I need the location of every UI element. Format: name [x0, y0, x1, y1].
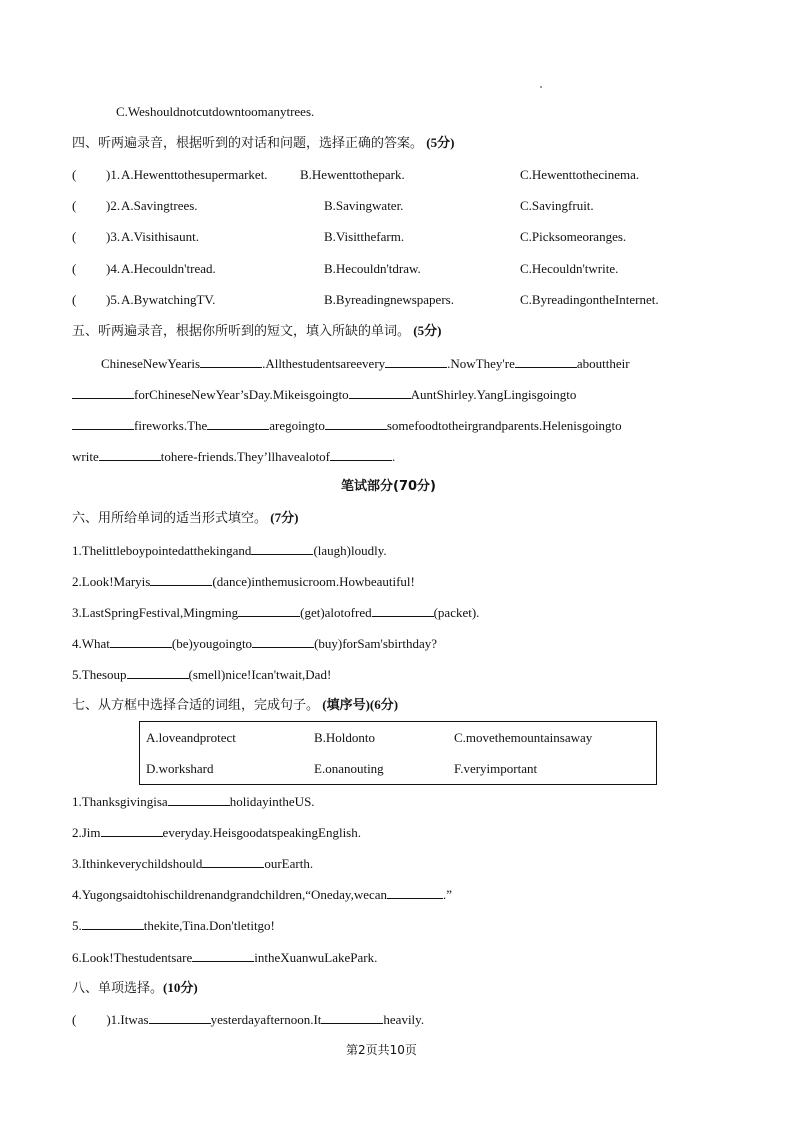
word-bank-option: C.movethemountainsaway: [454, 730, 593, 745]
passage-line-3: fireworks.The aregoingto somefoodtotheirgrandparents.Helenisgoingto: [72, 417, 622, 434]
section-6-item-2: 2.Look!Maryis (dance)inthemusicroom.Howbeautiful!: [72, 574, 415, 589]
fill-blank[interactable]: [99, 448, 161, 461]
option-b: B.Byreadingnewspapers.: [324, 292, 454, 307]
fill-blank[interactable]: [101, 824, 163, 837]
passage-line-2: forChineseNewYear’sDay.Mikeisgoingto AuntShirley.YangLingisgoingto: [72, 386, 576, 403]
option-c: C.ByreadingontheInternet.: [520, 292, 659, 307]
written-part-title: 笔试部分(70分): [341, 479, 436, 494]
option-b: B.Hecouldn'tdraw.: [324, 261, 421, 276]
answer-paren: (: [72, 167, 77, 182]
answer-paren: (: [72, 198, 77, 213]
fill-blank[interactable]: [385, 355, 447, 368]
fill-blank[interactable]: [251, 542, 313, 555]
fill-blank[interactable]: [150, 573, 212, 586]
fill-blank[interactable]: [127, 666, 189, 679]
fill-blank[interactable]: [387, 886, 443, 899]
word-bank-option: B.Holdonto: [314, 730, 376, 745]
fill-blank[interactable]: [168, 793, 230, 806]
stray-dot: [540, 86, 542, 88]
section-7-item-4: 4.Yugongsaidtohischildrenandgrandchildren,“Oneday,wecan .”: [72, 887, 453, 902]
fill-blank[interactable]: [200, 355, 262, 368]
section-6-item-3: 3.LastSpringFestival,Mingming (get)alotofred (packet).: [72, 605, 480, 620]
section-4-heading: 四、听两遍录音，根据听到的对话和问题，选择正确的答案。 (5分): [72, 135, 455, 151]
section-6-item-4: 4.What (be)yougoingto (buy)forSam'sbirthday?: [72, 636, 437, 651]
option-a: A.Savingtrees.: [121, 198, 198, 213]
fill-blank[interactable]: [72, 386, 134, 399]
section-7-item-3: 3.Ithinkeverychildshould ourEarth.: [72, 856, 314, 871]
section-8-heading: 八、单项选择。(10分): [72, 980, 198, 996]
answer-paren: (: [72, 292, 77, 307]
fill-blank[interactable]: [82, 917, 144, 930]
fill-blank[interactable]: [207, 417, 269, 430]
answer-paren: (: [72, 229, 77, 244]
option-a: A.Hewenttothesupermarket.: [121, 167, 268, 182]
prev-option-c: C.Weshouldnotcutdowntoomanytrees.: [116, 104, 315, 119]
answer-paren: (: [72, 1012, 77, 1027]
option-b: B.Savingwater.: [324, 198, 404, 213]
passage-line-1: ChineseNewYearis .Allthestudentsareevery .NowThey're abouttheir: [101, 356, 630, 371]
section-5-heading: 五、听两遍录音，根据你所听到的短文，填入所缺的单词。 (5分): [72, 323, 442, 339]
section-7-item-6: 6.Look!Thestudentsare intheXuanwuLakePark.: [72, 950, 378, 965]
option-a: A.Visithisaunt.: [121, 229, 199, 244]
fill-blank[interactable]: [325, 417, 387, 430]
fill-blank[interactable]: [72, 417, 134, 430]
section-7-item-5: 5. thekite,Tina.Don'tletitgo!: [72, 918, 275, 933]
option-c: C.Hewenttothecinema.: [520, 167, 640, 182]
option-b: B.Hewenttothepark.: [300, 167, 405, 182]
word-bank-option: D.workshard: [146, 761, 214, 776]
fill-blank[interactable]: [372, 604, 434, 617]
section-6-heading: 六、用所给单词的适当形式填空。 (7分): [72, 510, 299, 526]
option-a: A.Hecouldn'tread.: [121, 261, 216, 276]
option-a: A.BywatchingTV.: [121, 292, 216, 307]
fill-blank[interactable]: [192, 949, 254, 962]
page-number: 第2页共10页: [346, 1043, 417, 1057]
fill-blank[interactable]: [330, 448, 392, 461]
section-6-item-1: 1.Thelittleboypointedatthekingand (laugh)loudly.: [72, 543, 387, 558]
fill-blank[interactable]: [149, 1011, 211, 1024]
section-7-heading: 七、从方框中选择合适的词组，完成句子。 (填序号)(6分): [72, 697, 399, 713]
fill-blank[interactable]: [202, 855, 264, 868]
section-7-item-1: 1.Thanksgivingisa holidayintheUS.: [72, 794, 315, 809]
fill-blank[interactable]: [515, 355, 577, 368]
option-b: B.Visitthefarm.: [324, 229, 405, 244]
answer-paren: (: [72, 261, 77, 276]
fill-blank[interactable]: [321, 1011, 383, 1024]
word-bank-option: E.onanouting: [314, 761, 384, 776]
fill-blank[interactable]: [349, 386, 411, 399]
section-6-item-5: 5.Thesoup (smell)nice!Ican'twait,Dad!: [72, 667, 332, 682]
section-7-item-2: 2.Jim everyday.HeisgoodatspeakingEnglish.: [72, 825, 361, 840]
word-bank-option: A.loveandprotect: [146, 730, 236, 745]
word-bank-option: F.veryimportant: [454, 761, 538, 776]
passage-line-4: write tohere-friends.They’llhavealotof .: [72, 449, 396, 464]
fill-blank[interactable]: [110, 635, 172, 648]
option-c: C.Picksomeoranges.: [520, 229, 627, 244]
option-c: C.Hecouldn'twrite.: [520, 261, 619, 276]
fill-blank[interactable]: [238, 604, 300, 617]
fill-blank[interactable]: [252, 635, 314, 648]
section-8-question-1: ( )1.Itwas yesterdayafternoon.It heavily.: [72, 1012, 425, 1027]
option-c: C.Savingfruit.: [520, 198, 594, 213]
